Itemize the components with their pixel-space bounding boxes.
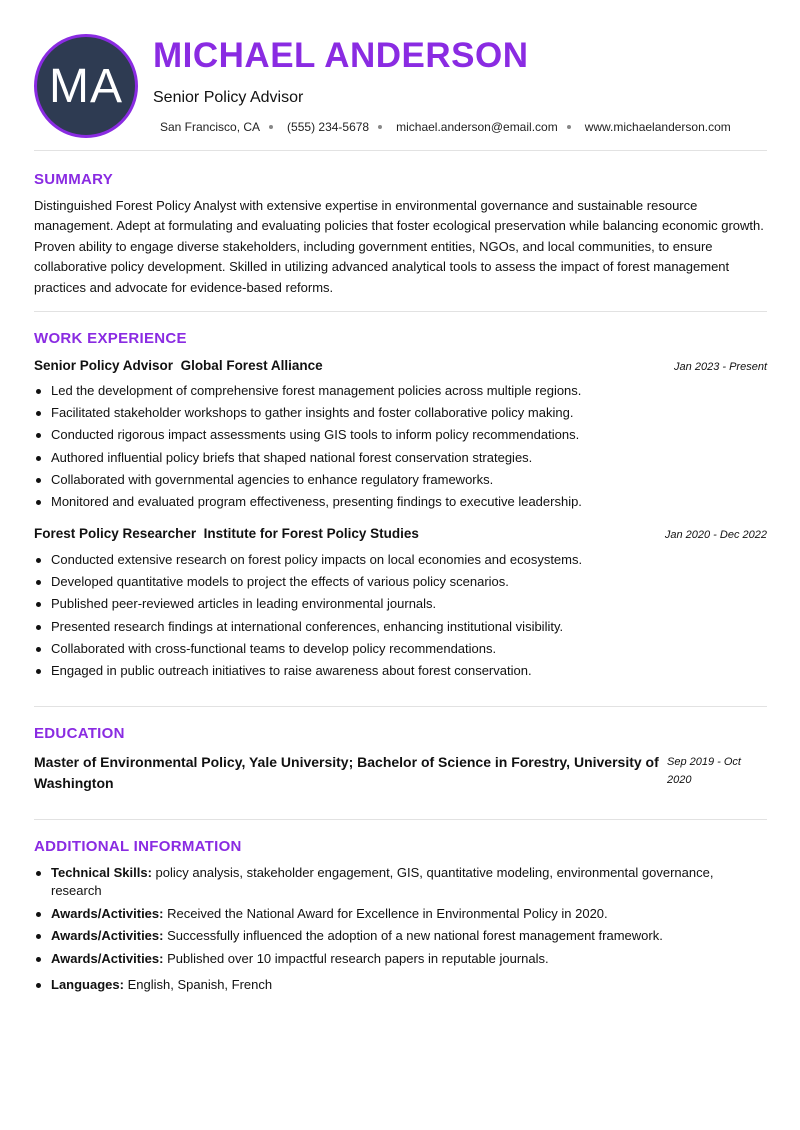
avatar — [34, 34, 138, 138]
additional-info-heading: ADDITIONAL INFORMATION — [34, 838, 242, 855]
separator-dot-icon — [378, 125, 382, 129]
info-label: Awards/Activities: — [51, 905, 164, 921]
list-item: Presented research findings at international conferences, enhancing institutional visibility. — [34, 616, 767, 638]
education-degree: Master of Environmental Policy, Yale University; Bachelor of Science in Forestry, University of Washington — [34, 754, 659, 791]
job-role-line — [34, 358, 323, 373]
list-item — [34, 950, 767, 968]
contact-phone[interactable]: (555) 234-5678 — [287, 120, 370, 134]
job-bullets — [34, 549, 767, 682]
additional-info-list — [34, 864, 767, 998]
list-item — [34, 927, 767, 945]
job-role-line — [34, 526, 419, 541]
list-item: Led the development of comprehensive forest management policies across multiple regions. — [34, 380, 767, 402]
info-label: Technical Skills: — [51, 865, 152, 880]
contact-bar — [160, 120, 731, 134]
list-item: Engaged in public outreach initiatives to raise awareness about forest conservation. — [34, 660, 767, 682]
info-label: Awards/Activities: — [51, 950, 164, 966]
divider — [34, 819, 767, 820]
list-item: Developed quantitative models to project the effects of various policy scenarios. — [34, 571, 767, 593]
list-item: Conducted rigorous impact assessments using GIS tools to inform policy recommendations. — [34, 424, 767, 446]
list-item: Authored influential policy briefs that shaped national forest conservation strategies. — [34, 447, 767, 469]
contact-website[interactable]: www.michaelanderson.com — [584, 120, 731, 134]
info-text: Published over 10 impactful research papers in reputable journals. — [167, 950, 549, 966]
list-item: Published peer-reviewed articles in leading environmental journals. — [34, 593, 767, 615]
education-entry — [34, 752, 767, 794]
job-header — [34, 526, 767, 541]
job-bullets — [34, 380, 767, 513]
job-dates: Jan 2020 - Dec 2022 — [664, 529, 767, 541]
job-role: Senior Policy Advisor — [34, 358, 174, 373]
summary-text: Distinguished Forest Policy Analyst with extensive expertise in environmental governance and sustainable resource management. Adept at formulating and evaluating policies that foster ecological preservation while balancing economic growth. Proven ability to engage diverse stakeholders, including government entities, NGOs, and local communities, to ensure collaborative policy development. Skilled in utilizing advanced analytical tools to assess the impact of forest management practices and advocate for evidence-based reforms. — [34, 198, 764, 295]
contact-email[interactable]: michael.anderson@email.com — [396, 120, 558, 134]
separator-dot-icon — [567, 125, 571, 129]
list-item — [34, 864, 767, 900]
list-item: Facilitated stakeholder workshops to gather insights and foster collaborative policy making. — [34, 402, 767, 424]
divider — [34, 706, 767, 707]
education-heading: EDUCATION — [34, 725, 125, 742]
summary-heading: SUMMARY — [34, 171, 114, 188]
contact-location: San Francisco, CA — [160, 120, 261, 134]
divider — [34, 311, 767, 312]
candidate-title: Senior Policy Advisor — [153, 89, 304, 106]
job-role: Forest Policy Researcher — [34, 526, 197, 541]
divider — [34, 150, 767, 151]
info-text: Successfully influenced the adoption of a new national forest management framework. — [167, 928, 663, 943]
education-dates: Sep 2019 - Oct 2020 — [667, 756, 741, 786]
job-dates: Jan 2023 - Present — [674, 361, 767, 373]
separator-dot-icon — [269, 125, 273, 129]
info-label: Languages: — [51, 976, 124, 992]
work-experience-heading: WORK EXPERIENCE — [34, 330, 187, 347]
candidate-name: MICHAEL ANDERSON — [153, 36, 529, 75]
info-label: Awards/Activities: — [51, 928, 164, 943]
list-item: Conducted extensive research on forest policy impacts on local economies and ecosystems. — [34, 549, 767, 571]
list-item: Monitored and evaluated program effectiveness, presenting findings to executive leadership. — [34, 491, 767, 513]
job-org: Institute for Forest Policy Studies — [203, 526, 419, 541]
info-text: Received the National Award for Excellence in Environmental Policy in 2020. — [167, 905, 608, 921]
list-item — [34, 976, 767, 994]
job-org: Global Forest Alliance — [180, 358, 323, 373]
list-item: Collaborated with governmental agencies to enhance regulatory frameworks. — [34, 469, 767, 491]
list-item — [34, 905, 767, 923]
info-text: policy analysis, stakeholder engagement, GIS, quantitative modeling, environmental governance, research — [51, 865, 714, 898]
list-item: Collaborated with cross-functional teams to develop policy recommendations. — [34, 638, 767, 660]
avatar-initials: MA — [49, 59, 123, 113]
info-text: English, Spanish, French — [127, 976, 273, 992]
job-header — [34, 358, 767, 373]
